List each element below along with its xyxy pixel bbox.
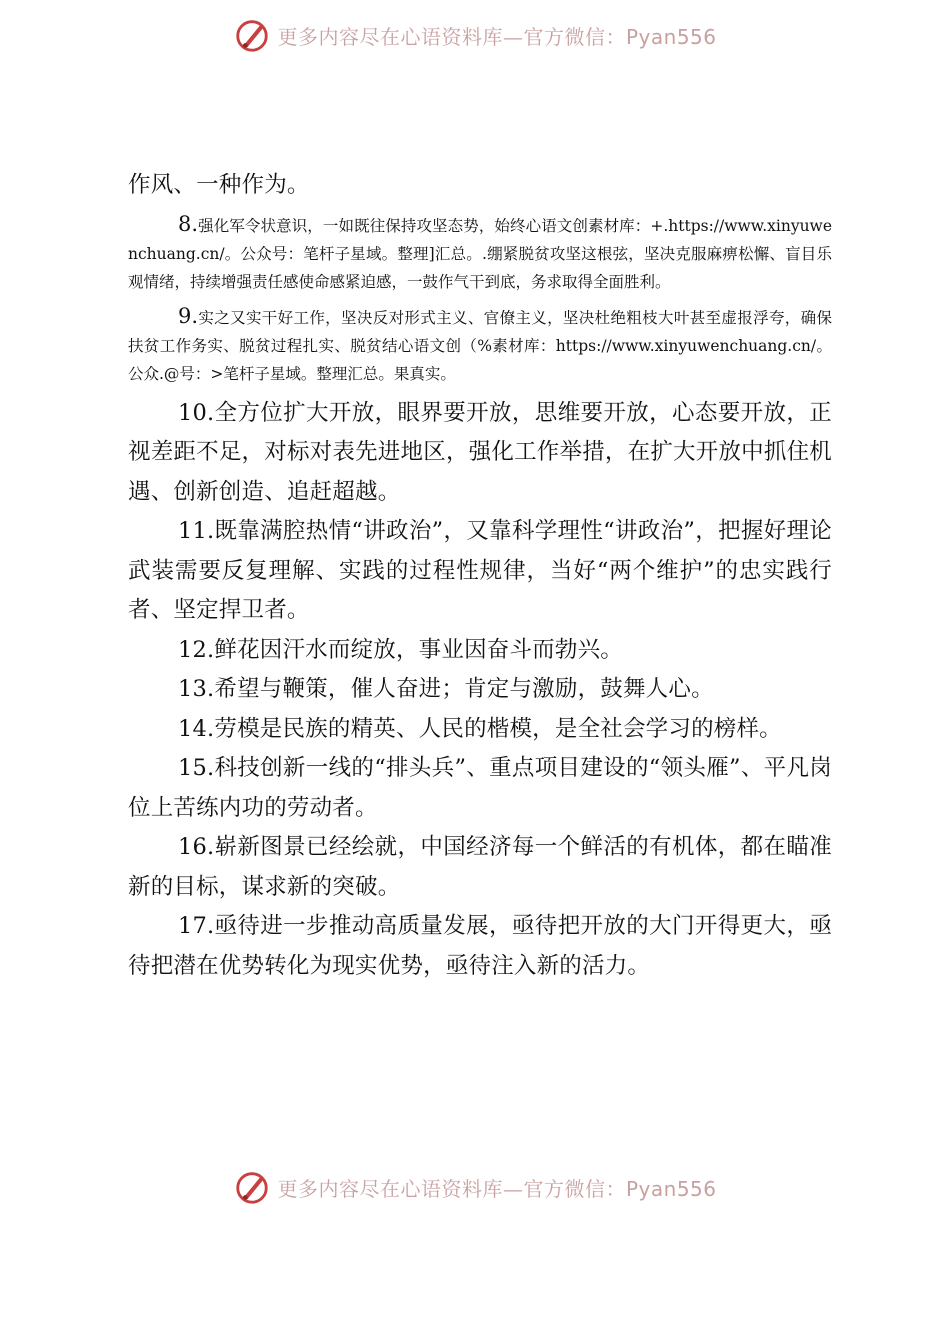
- paragraph-15: 15.科技创新一线的“排头兵”、重点项目建设的“领头雁”、平凡岗位上苦练内功的劳动者。: [128, 755, 832, 821]
- banner-tail-text: 官方微信：: [523, 24, 626, 49]
- banner-handle: Pyan556: [625, 1176, 717, 1201]
- banner-dash: —: [502, 24, 524, 49]
- banner-main-text: 更多内容尽在心语资料库: [277, 24, 503, 49]
- paragraph-8-text: 强化军令状意识，一如既往保持攻坚态势，始终心语文创素材库：+.https://www.xinyuwenchuang.cn/。公众号：笔杆子星域。整理]汇总。.绷紧脱贫攻坚这根弦，坚决克服麻痹松懈、盲目乐观情绪，持续增强责任感使命感紧迫感，一鼓作气干到底，务求取得全面胜利。: [128, 216, 832, 291]
- banner-tail-text: 官方微信：: [523, 1176, 626, 1201]
- paragraph-17: 17.亟待进一步推动高质量发展，亟待把开放的大门开得更大，亟待把潜在优势转化为现实优势，亟待注入新的活力。: [128, 913, 832, 979]
- paragraph-continuation: 作风、一种作为。: [128, 172, 310, 198]
- banner-handle: Pyan556: [625, 24, 717, 49]
- brush-logo-icon: [233, 1168, 271, 1206]
- banner-text: [277, 21, 716, 50]
- header-banner: [0, 16, 950, 54]
- brush-logo-icon: [233, 16, 271, 54]
- paragraph-9: [128, 302, 832, 388]
- footer-banner: [0, 1168, 950, 1206]
- paragraph-14: 14.劳模是民族的精英、人民的楷模，是全社会学习的榜样。: [178, 715, 782, 742]
- paragraph-8-number: 8.: [178, 211, 199, 236]
- paragraph-8: [128, 210, 832, 296]
- paragraph-12: 12.鲜花因汗水而绽放，事业因奋斗而勃兴。: [178, 636, 623, 663]
- banner-main-text: 更多内容尽在心语资料库: [277, 1176, 503, 1201]
- document-body: [128, 166, 832, 986]
- paragraph-11: 11.既靠满腔热情“讲政治”，又靠科学理性“讲政治”，把握好理论武装需要反复理解、实践的过程性规律，当好“两个维护”的忠实践行者、坚定捍卫者。: [128, 518, 832, 623]
- paragraph-9-text: 实之又实干好工作，坚决反对形式主义、官僚主义，坚决杜绝粗枝大叶甚至虚报浮夸，确保扶贫工作务实、脱贫过程扎实、脱贫结心语文创（%素材库：https://www.xinyuwenchuang.cn/。公众.@号：>笔杆子星域。整理汇总。果真实。: [128, 308, 832, 383]
- paragraph-10: 10.全方位扩大开放，眼界要开放，思维要开放，心态要开放，正视差距不足，对标对表先进地区，强化工作举措，在扩大开放中抓住机遇、创新创造、追赶超越。: [128, 399, 832, 505]
- paragraph-9-number: 9.: [178, 303, 199, 328]
- banner-dash: —: [502, 1176, 524, 1201]
- paragraph-16: 16.崭新图景已经绘就，中国经济每一个鲜活的有机体，都在瞄准新的目标，谋求新的突破。: [128, 834, 832, 900]
- paragraph-13: 13.希望与鞭策，催人奋进；肯定与激励，鼓舞人心。: [178, 676, 714, 702]
- banner-text: [277, 1173, 716, 1202]
